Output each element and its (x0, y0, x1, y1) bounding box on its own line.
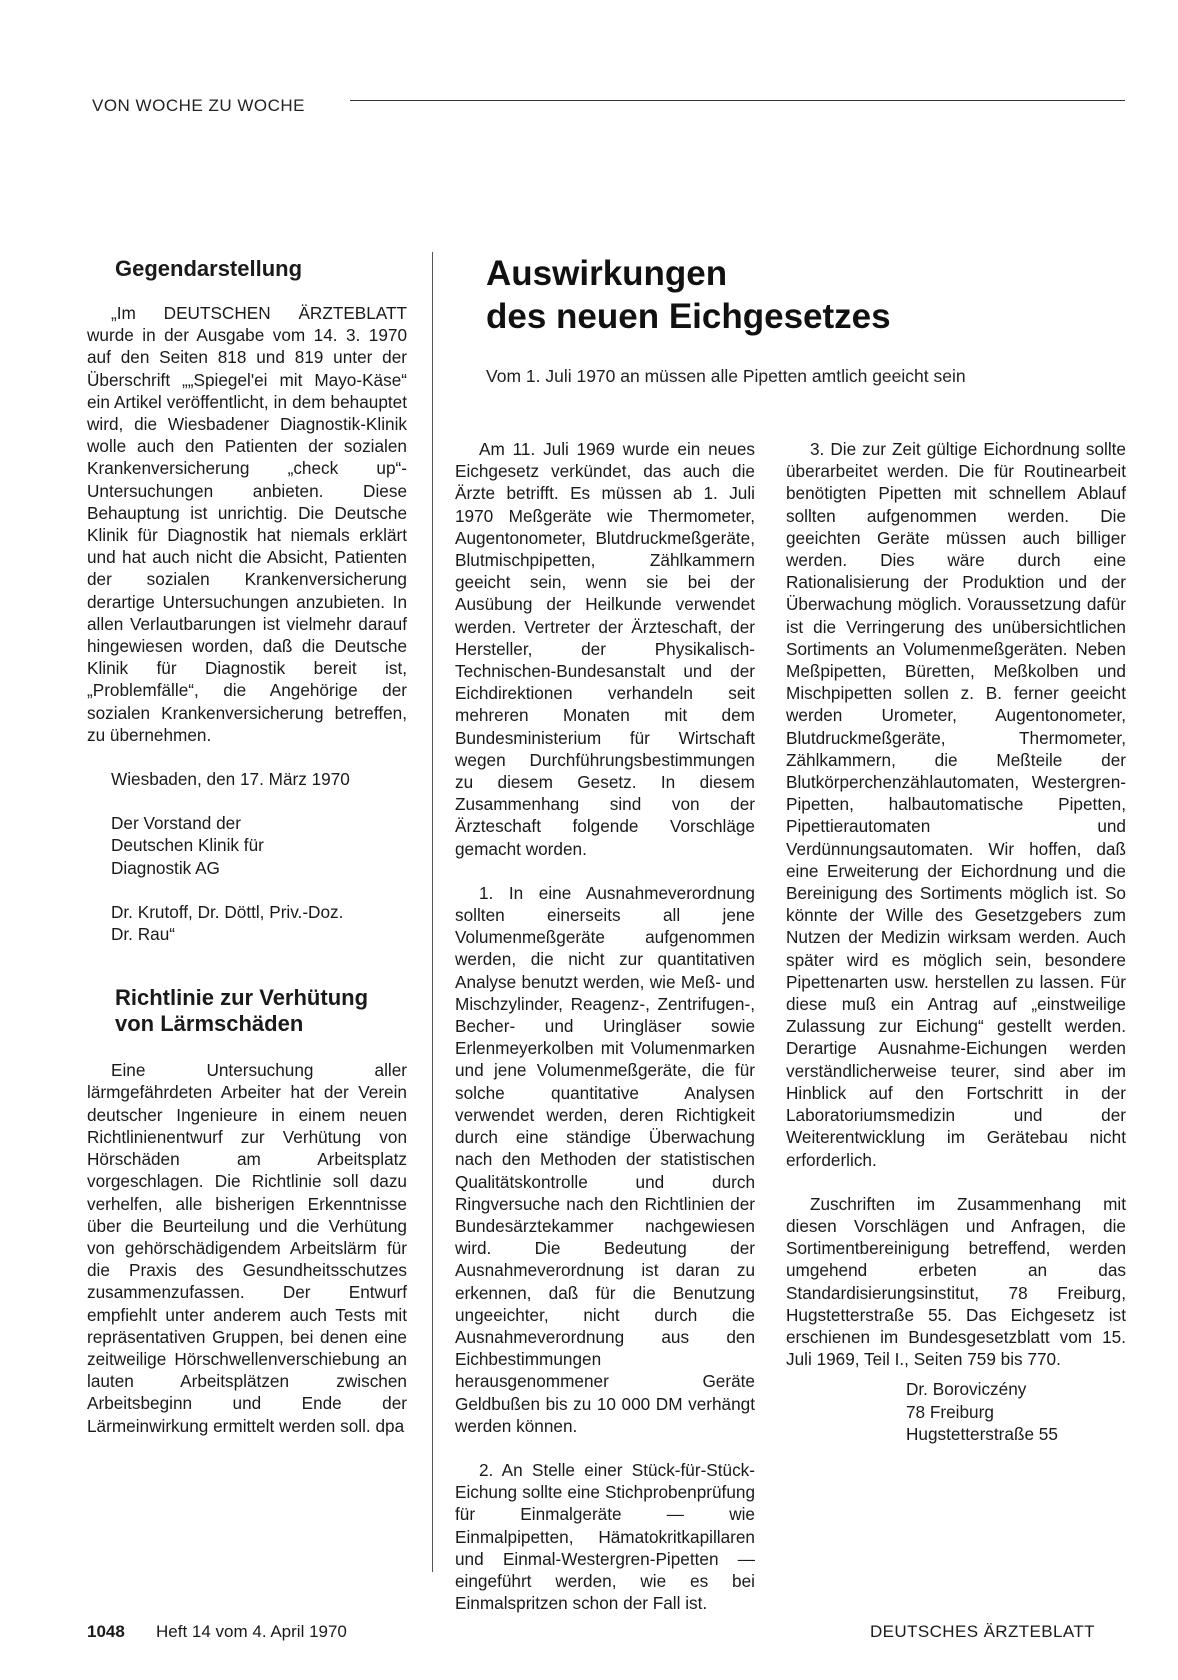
paragraph: 1. In eine Ausnahmeverordnung sollten einerseits all jene Volumenmeßgeräte aufgenommen werden, die nicht zur quantitativen Analyse benutzt werden, wie Meß- und Mischzylinder, Reagenz-, Zentrifugen-, Becher- und Uringläser sowie Erlenmeyerkolben mit Volumenmarken und jene Volumenmeßgeräte, die für solche quantitative Analysen verwendet werden, deren Richtigkeit durch eine ständige Überwachung nach den Methoden der statistischen Qualitätskontrolle und durch Ringversuche nach den Richtlinien der Bundesärztekammer nachgewiesen wird. Die Bedeutung der Ausnahmeverordnung ist daran zu erkennen, daß für die Benutzung ungeeichter, nicht durch die Ausnahmeverordnung aus den Eichbestimmungen herausgenommener Geräte Geldbußen bis zu 10 000 DM verhängt werden können. (455, 882, 755, 1436)
main-article-title (486, 252, 1086, 338)
main-article-subtitle: Vom 1. Juli 1970 an müssen alle Pipetten amtlich geeicht sein (486, 366, 966, 386)
paragraph: 3. Die zur Zeit gültige Eichordnung sollte überarbeitet werden. Die für Routinearbeit benötigten Pipetten mit schnellem Ablauf sollten aufgenommen werden. Die geeichten Geräte müssen auch billiger werden. Dies wäre durch eine Rationalisierung der Produktion und der Überwachung möglich. Voraussetzung dafür ist die Verringerung des unübersichtlichen Sortiments an Volumenmeßgeräten. Neben Meßpipetten, Büretten, Meßkolben und Mischpipetten sollen z. B. ferner geeicht werden Urometer, Augentonometer, Blutdruckmeßgeräte, Thermometer, Zählkammern, die Meßteile der Blutkörperchenzählautomaten, Westergren-Pipetten, halbautomatische Pipetten, Pipettierautomaten und Verdünnungsautomaten. Wir hoffen, daß eine Erweiterung der Eichordnung und die Bereinigung des Sortiments möglich ist. So könnte der Wille des Gesetzgebers zum Nutzen der Medizin wirksam werden. Auch später wird es möglich sein, besondere Pipettenarten usw. herstellen zu lassen. Für diese muß ein Antrag auf „einstweilige Zulassung zur Eichung“ gestellt werden. Derartige Ausnahme-Eichungen werden verständlicherweise teurer, sind aber im Hinblick auf den Fortschritt in der Laboratoriumsmedizin und der Weiterentwicklung im Gerätebau nicht erforderlich. (786, 439, 1126, 1170)
author-city: 78 Freiburg (906, 1401, 994, 1422)
place-date: Wiesbaden, den 17. März 1970 (111, 769, 350, 790)
spacer (455, 1437, 755, 1459)
title-line: Auswirkungen (486, 254, 728, 293)
author-street: Hugstetterstraße 55 (906, 1423, 1058, 1444)
journal-name: DEUTSCHES ÄRZTEBLATT (870, 1622, 1095, 1641)
board-line: Diagnostik AG (111, 857, 220, 878)
spacer (455, 860, 755, 882)
author-name: Dr. Boroviczény (906, 1379, 1027, 1400)
signers-line: Dr. Rau“ (111, 924, 175, 945)
article-body-laermschaeden: Eine Untersuchung aller lärmgefährdeten Arbeiter hat der Verein deutscher Ingenieure in einem neuen Richtlinienentwurf zur Verhütung von Hörschäden am Arbeitsplatz vorgeschlagen. Die Richtlinie soll dazu verhelfen, alle bisherigen Erkenntnisse über die Beurteilung und die Verhütung von gehörschädigendem Arbeitslärm für die Praxis des Gesundheitsschutzes zusammenzufassen. Der Entwurf empfiehlt unter anderem auch Tests mit repräsentativen Gruppen, bei denen eine zeitweilige Hörschwellenverschiebung an lauten Arbeitsplätzen zwischen Arbeitsbeginn und Ende der Lärmeinwirkung ermittelt werden soll. dpa (87, 1060, 407, 1436)
title-line: des neuen Eichgesetzes (486, 297, 891, 336)
spacer (786, 1171, 1126, 1193)
page-number: 1048 (87, 1622, 125, 1641)
spacer (87, 746, 407, 768)
spacer (786, 1370, 1126, 1378)
board-line: Der Vorstand der (111, 813, 241, 834)
spacer (87, 790, 407, 812)
main-column-2 (786, 438, 1126, 1445)
section-running-head: VON WOCHE ZU WOCHE (92, 96, 305, 115)
issue-info: Heft 14 vom 4. April 1970 (156, 1622, 347, 1641)
article-title-laermschaeden (115, 985, 407, 1037)
column-divider (432, 252, 433, 1572)
article-body-gegendarstellung: „Im DEUTSCHEN ÄRZTEBLATT wurde in der Ausgabe vom 14. 3. 1970 auf den Seiten 818 und 819 unter der Überschrift „„Spiegel'ei mit Mayo-Käse“ ein Artikel veröffentlicht, in dem behauptet wird, die Wiesbadener Diagnostik-Klinik wolle auch den Patienten der sozialen Krankenversicherung „check up“-Untersuchungen anbieten. Diese Behauptung ist unrichtig. Die Deutsche Klinik für Diagnostik hat niemals erklärt und hat auch nicht die Absicht, Patienten der sozialen Krankenversicherung derartige Untersuchungen anzubieten. In allen Verlautbarungen ist vielmehr darauf hingewiesen worden, daß die Deutsche Klinik für Diagnostik bereit ist, „Problemfälle“, die Angehörige der sozialen Krankenversicherung betreffen, zu übernehmen. (87, 303, 407, 745)
paragraph: Am 11. Juli 1969 wurde ein neues Eichgesetz verkündet, das auch die Ärzte betrifft. Es müssen ab 1. Juli 1970 Meßgeräte wie Thermometer, Augentonometer, Blutdruckmeßgeräte, Blutmischpipetten, Zählkammern geeicht sein, wenn sie bei der Ausübung der Heilkunde verwendet werden. Vertreter der Ärzteschaft, der Hersteller, der Physikalisch-Technischen-Bundesanstalt und der Eichdirektionen verhandeln seit mehreren Monaten mit dem Bundesministerium für Wirtschaft wegen Durchführungsbestimmungen zu diesem Gesetz. In diesem Zusammenhang sind von der Ärzteschaft folgende Vorschläge gemacht worden. (455, 439, 755, 859)
title-line: Richtlinie zur Verhütung (115, 985, 369, 1011)
spacer (87, 879, 407, 901)
paragraph: Zuschriften im Zusammenhang mit diesen Vorschlägen und Anfragen, die Sortimentbereinigung betreffend, werden umgehend erbeten an das Standardisierungsinstitut, 78 Freiburg, Hugstetterstraße 55. Das Eichgesetz ist erschienen im Bundesgesetzblatt vom 15. Juli 1969, Teil I., Seiten 759 bis 770. (786, 1193, 1126, 1370)
paragraph: 2. An Stelle einer Stück-für-Stück-Eichung sollte eine Stichprobenprüfung für Einmalgeräte — wie Einmalpipetten, Hämatokritkapillaren und Einmal-Westergren-Pipetten — eingeführt werden, wie es bei Einmalspritzen schon der Fall ist. (455, 1459, 755, 1614)
signers-line: Dr. Krutoff, Dr. Döttl, Priv.-Doz. (111, 901, 344, 922)
left-column (87, 256, 407, 1437)
header-rule (350, 100, 1125, 101)
title-line: von Lärmschäden (115, 1011, 304, 1037)
main-column-1 (455, 438, 755, 1614)
article-title-gegendarstellung: Gegendarstellung (115, 256, 303, 281)
board-line: Deutschen Klinik für (111, 835, 264, 856)
